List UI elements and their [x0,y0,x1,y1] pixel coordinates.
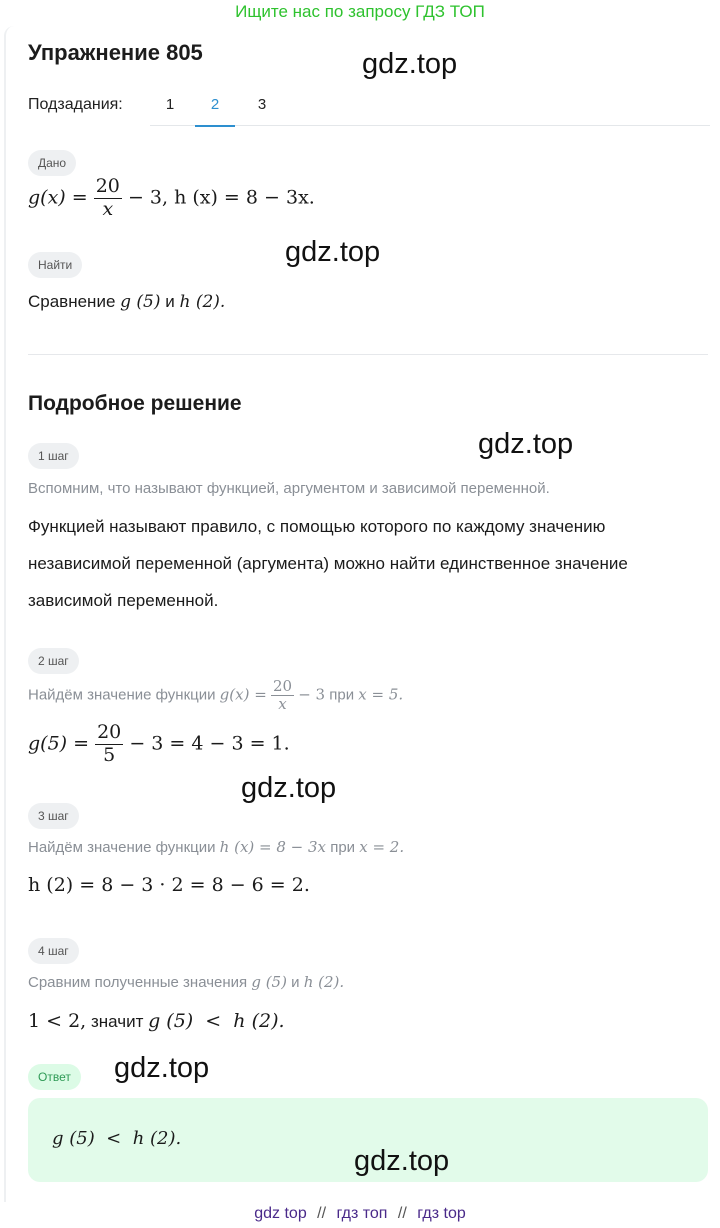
find-h2: h (2). [179,292,226,312]
watermark: gdz.top [478,428,574,460]
step4-hint-g: g (5) [251,973,287,991]
given-formula [28,176,315,221]
given-fraction [94,176,122,221]
watermark: gdz.top [285,236,381,268]
tab-subtask-3[interactable]: 3 [257,96,267,113]
step4-hint-h: h (2). [303,973,345,991]
answer-badge: Ответ [28,1064,81,1090]
step2-hint-rest: − 3 [298,685,326,704]
given-frac-den: x [102,197,114,220]
step1-badge: 1 шаг [28,443,79,469]
step2-hint-func: g(x) = [219,685,267,704]
step2-eq-den: 5 [103,743,116,766]
find-text: Сравнение [28,292,116,311]
step1-hint: Вспомним, что называют функцией, аргументом и зависимой переменной. [28,480,550,497]
step2-eq-rest: − 3 = 4 − 3 = 1. [129,732,290,755]
footer-link-gdz-top-ru[interactable]: гдз топ [336,1205,388,1222]
given-rest: − 3, h (x) = 8 − 3x. [127,186,315,209]
subtasks-label: Подзадания: [28,96,123,113]
step2-badge: 2 шаг [28,648,79,674]
section-divider [28,354,708,355]
given-frac-num: 20 [95,175,120,197]
answer-text: g (5) < h (2). [52,1128,182,1149]
find-statement [28,292,225,312]
find-g5: g (5) [120,292,161,312]
step2-eq-num: 20 [97,721,122,743]
footer-links [0,1202,720,1228]
step4-hint [28,973,344,991]
watermark: gdz.top [114,1052,210,1084]
step3-hint-func: h (x) = 8 − 3x [219,838,327,856]
tab-subtask-2[interactable]: 2 [195,88,235,126]
step3-hint-cond: x = 2. [359,838,405,856]
search-banner: Ищите нас по запросу ГДЗ ТОП [235,2,485,21]
tab-subtask-1[interactable]: 1 [165,96,175,113]
find-badge: Найти [28,252,82,278]
watermark: gdz.top [241,772,337,804]
watermark: gdz.top [354,1145,450,1177]
watermark: gdz.top [362,48,458,80]
step2-equation [28,722,290,767]
step2-hint-num: 20 [272,677,293,695]
step4-eq-res: g (5) < h (2). [148,1010,285,1032]
step4-badge: 4 шаг [28,938,79,964]
exercise-title: Упражнение 805 [28,40,203,65]
step3-hint [28,838,404,856]
step4-equation [28,1010,285,1032]
step3-hint-when: при [330,839,356,856]
find-and: и [165,292,175,311]
step3-hint-prefix: Найдём значение функции [28,839,216,856]
step2-eq-lhs: g(5) = [28,732,90,755]
step3-badge: 3 шаг [28,803,79,829]
step2-hint-fraction [271,678,294,714]
step1-text: Функцией называют правило, с помощью которого по каждому значению независимой переменной (аргумента) можно найти единственное значение зависимой переменной. [28,517,628,610]
step2-hint-den: x [278,695,287,714]
step4-eq-word: значит [90,1012,144,1031]
solution-title: Подробное решение [28,392,242,415]
step3-equation: h (2) = 8 − 3 · 2 = 8 − 6 = 2. [28,874,310,896]
step2-hint-when: при [329,686,355,704]
subtask-tabs [150,88,710,126]
footer-link-gdz-top[interactable]: gdz top [254,1205,307,1222]
given-g-lhs: g(x) = [28,186,88,209]
step2-eq-fraction [95,722,123,767]
step4-eq-cmp: 1 < 2, [28,1010,87,1032]
step2-hint [28,678,403,714]
step4-hint-and: и [291,974,300,991]
step2-hint-cond: x = 5. [358,685,404,704]
step4-hint-prefix: Сравним полученные значения [28,974,248,991]
footer-separator: // [397,1205,407,1222]
footer-separator: // [317,1205,327,1222]
given-badge: Дано [28,150,76,176]
footer-link-gdz-top-mixed[interactable]: гдз top [417,1205,466,1222]
step2-hint-prefix: Найдём значение функции [28,686,216,704]
